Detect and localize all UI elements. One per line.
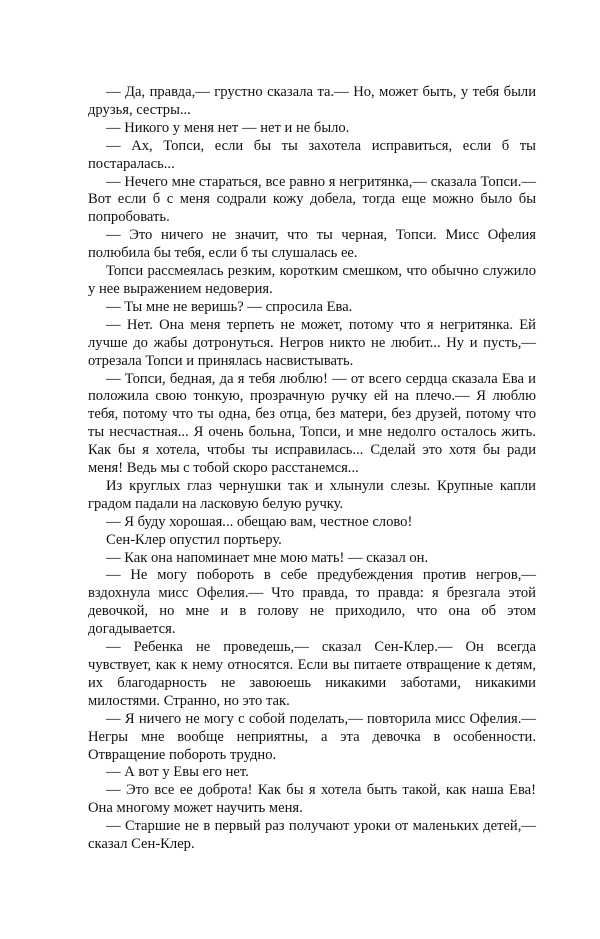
paragraph: — Ах, Топси, если бы ты захотела исправиться, если б ты постаралась... xyxy=(88,137,536,172)
paragraph: — Никого у меня нет — нет и не было. xyxy=(106,119,350,136)
paragraph: — Как она напоминает мне мою мать! — сказал он. xyxy=(106,549,429,566)
paragraph: Сен-Клер опустил портьеру. xyxy=(106,531,282,548)
paragraph: — А вот у Евы его нет. xyxy=(106,764,249,781)
paragraph: Топси рассмеялась резким, коротким смешком, что обычно служило у нее выражением недоверия. xyxy=(88,263,536,297)
paragraph: — Не могу побороть в себе предубеждения против негров,— вздохнула мисс Офелия.— Что правда, то правда: я брезгала этой девочкой, но мне и в голову не приходило, что она об этом догадывается. xyxy=(88,567,536,638)
paragraph: — Старшие не в первый раз получают уроки от маленьких детей,— сказал Сен-Клер. xyxy=(88,818,536,853)
paragraph: — Да, правда,— грустно сказала та.— Но, может быть, у тебя были друзья, сестры... xyxy=(88,84,536,118)
paragraph: — Нечего мне стараться, все равно я негритянка,— сказала Топси.— Вот если б с меня содрали кожу добела, тогда еще можно было бы попробовать. xyxy=(88,173,536,226)
paragraph: — Я ничего не могу с собой поделать,— повторила мисс Офелия.— Негры мне вообще неприятны, а эта девочка в особенности. Отвращение побороть трудно. xyxy=(88,710,536,763)
paragraph: — Я буду хорошая... обещаю вам, честное слово! xyxy=(106,513,413,530)
paragraph: — Ребенка не проведешь,— сказал Сен-Клер.— Он всегда чувствует, как к нему относятся. Если вы питаете отвращение к детям, их благодарность не завоюешь никакими заботами, никакими милостями. Странно, но это так. xyxy=(88,639,536,709)
paragraph: — Это все ее доброта! Как бы я хотела быть такой, как наша Ева! Она многому может научить меня. xyxy=(88,782,536,817)
paragraph: — Это ничего не значит, что ты черная, Топси. Мисс Офелия полюбила бы тебя, если б ты слушалась ее. xyxy=(88,227,536,262)
paragraph: Из круглых глаз чернушки так и хлынули слезы. Крупные капли градом падали на ласковую белую ручку. xyxy=(88,477,536,512)
paragraph: — Топси, бедная, да я тебя люблю! — от всего сердца сказала Ева и положила свою тонкую, прозрачную ручку ей на плечо.— Я люблю тебя, потому что ты одна, без отца, без матери, без друзей, потому что ты несчастная... Я очень больна, Топси, и мне недолго осталось жить. Как бы я хотела, чтобы ты исправилась... Сделай это хотя бы ради меня! Ведь мы с тобой скоро расстанемся... xyxy=(88,370,536,477)
paragraph: — Нет. Она меня терпеть не может, потому что я негритянка. Ей лучше до жабы дотронуться. Негров никто не любит... Ну и пусть,— отрезала Топси и принялась насвистывать. xyxy=(88,316,536,369)
page-text xyxy=(88,84,536,854)
paragraph: — Ты мне не веришь? — спросила Ева. xyxy=(106,298,353,315)
